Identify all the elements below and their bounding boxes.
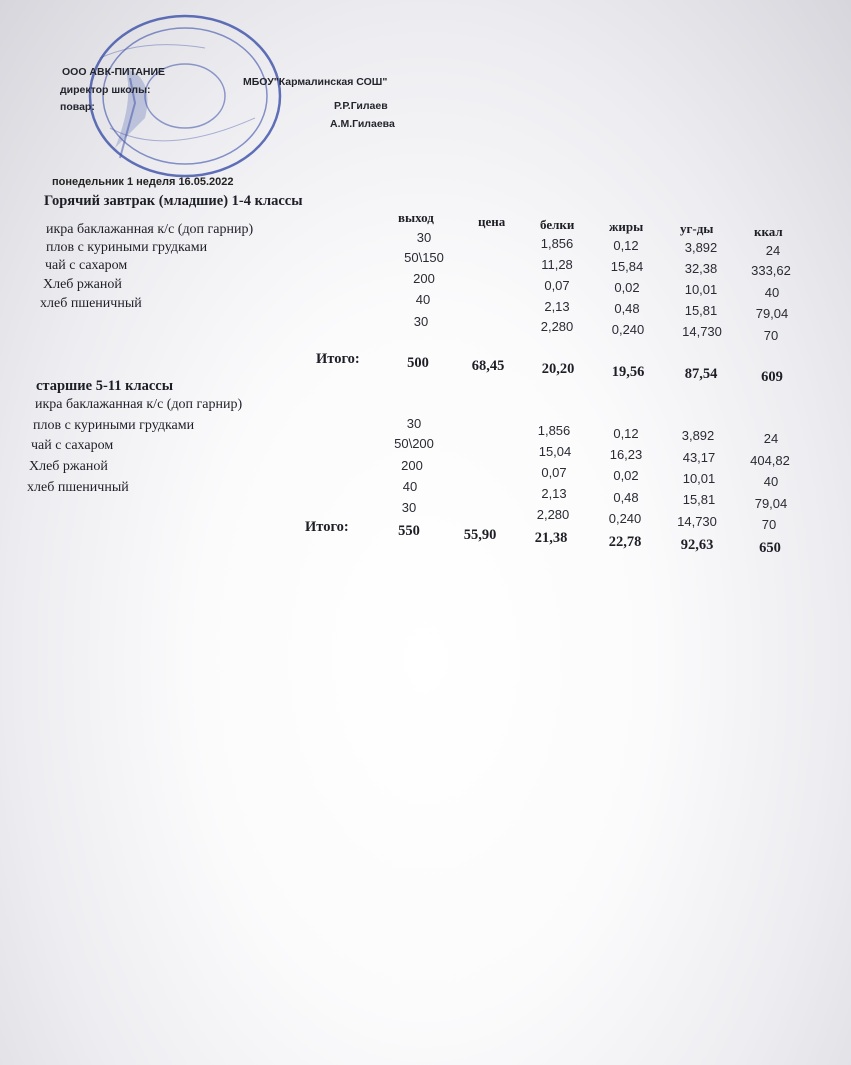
junior-r1-carbs: 3,892: [684, 240, 718, 255]
junior-item-3: чай с сахаром: [45, 258, 128, 273]
junior-r2-output: 50\150: [404, 250, 444, 265]
junior-r5-carbs: 14,730: [682, 324, 722, 339]
junior-r3-output: 200: [413, 271, 435, 286]
senior-r5-protein: 2,280: [536, 507, 570, 522]
junior-r2-fat: 15,84: [610, 259, 644, 274]
junior-r1-output: 30: [416, 230, 432, 245]
senior-r2-kcal: 404,82: [750, 453, 790, 468]
senior-r4-fat: 0,48: [613, 490, 639, 505]
senior-total-label: Итого:: [305, 519, 349, 535]
senior-r2-fat: 16,23: [609, 447, 643, 462]
director-name: Р.Р.Гилаев: [334, 100, 388, 112]
junior-r2-carbs: 32,38: [684, 261, 718, 276]
junior-r3-fat: 0,02: [614, 280, 640, 295]
senior-r5-output: 30: [401, 500, 417, 515]
senior-total-carbs: 92,63: [680, 537, 714, 553]
junior-r2-protein: 11,28: [541, 257, 573, 272]
junior-total-carbs: 87,54: [684, 366, 718, 382]
junior-r5-protein: 2,280: [540, 319, 574, 334]
date-line: понедельник 1 неделя 16.05.2022: [52, 176, 234, 188]
junior-total-label: Итого:: [316, 351, 360, 367]
junior-r3-kcal: 40: [764, 285, 780, 300]
junior-r3-carbs: 10,01: [684, 282, 718, 297]
junior-item-2: плов с куриными грудками: [46, 240, 208, 255]
senior-r4-carbs: 15,81: [682, 492, 716, 507]
senior-r1-kcal: 24: [763, 431, 779, 446]
senior-total-protein: 21,38: [534, 530, 568, 546]
junior-item-5: хлеб пшеничный: [40, 296, 142, 311]
junior-r4-kcal: 79,04: [755, 306, 789, 321]
cook-label: повар:: [60, 101, 95, 113]
senior-r4-output: 40: [402, 479, 418, 494]
senior-total-kcal: 650: [759, 540, 781, 556]
junior-r5-fat: 0,240: [611, 322, 645, 337]
senior-r5-carbs: 14,730: [677, 514, 717, 529]
col-protein: белки: [540, 217, 575, 232]
senior-r3-carbs: 10,01: [682, 471, 716, 486]
col-fat: жиры: [609, 219, 644, 234]
senior-r5-fat: 0,240: [608, 511, 642, 526]
senior-r1-fat: 0,12: [613, 426, 639, 441]
junior-r5-kcal: 70: [763, 328, 779, 343]
senior-total-price: 55,90: [463, 527, 497, 543]
senior-r3-fat: 0,02: [613, 468, 639, 483]
senior-r4-kcal: 79,04: [754, 496, 788, 511]
junior-total-fat: 19,56: [611, 364, 645, 380]
junior-r5-output: 30: [413, 314, 429, 329]
section-title-junior: Горячий завтрак (младшие) 1-4 классы: [44, 193, 303, 209]
senior-r1-protein: 1,856: [537, 423, 571, 438]
junior-r4-output: 40: [415, 292, 431, 307]
junior-r3-protein: 0,07: [544, 278, 570, 293]
junior-total-protein: 20,20: [541, 361, 575, 377]
senior-r2-output: 50\200: [394, 436, 434, 451]
senior-r2-carbs: 43,17: [682, 450, 716, 465]
senior-r3-output: 200: [401, 458, 423, 473]
junior-total-kcal: 609: [761, 369, 783, 385]
senior-total-output: 550: [398, 523, 420, 539]
senior-r4-protein: 2,13: [541, 486, 567, 501]
senior-item-3: чай с сахаром: [31, 438, 114, 453]
junior-item-4: Хлеб ржаной: [43, 277, 122, 292]
school-name: МБОУ"Кармалинская СОШ": [243, 76, 388, 88]
senior-r1-output: 30: [406, 416, 422, 431]
junior-r1-protein: 1,856: [540, 236, 574, 251]
col-carbs: уг-ды: [680, 221, 714, 236]
senior-r2-protein: 15,04: [538, 444, 572, 459]
junior-item-1: икра баклажанная к/с (доп гарнир): [46, 222, 254, 237]
school-seal-stamp: [85, 8, 285, 188]
junior-r4-carbs: 15,81: [684, 303, 718, 318]
junior-total-output: 500: [407, 355, 429, 371]
section-title-senior: старшие 5-11 классы: [36, 378, 174, 394]
cook-name: А.М.Гилаева: [330, 118, 395, 130]
junior-r2-kcal: 333,62: [751, 263, 791, 278]
junior-r4-fat: 0,48: [614, 301, 640, 316]
senior-r5-kcal: 70: [761, 517, 777, 532]
org-line: ООО АВК-ПИТАНИЕ: [62, 66, 166, 78]
senior-r1-carbs: 3,892: [681, 428, 715, 443]
senior-item-5: хлеб пшеничный: [27, 480, 129, 495]
junior-total-price: 68,45: [471, 358, 505, 374]
col-output: выход: [398, 210, 434, 225]
senior-total-fat: 22,78: [608, 534, 642, 550]
senior-item-1: икра баклажанная к/с (доп гарнир): [35, 397, 243, 412]
col-price: цена: [478, 214, 506, 229]
senior-item-2: плов с куриными грудками: [33, 418, 195, 433]
senior-r3-kcal: 40: [763, 474, 779, 489]
junior-r4-protein: 2,13: [544, 299, 570, 314]
senior-r3-protein: 0,07: [541, 465, 567, 480]
junior-r1-fat: 0,12: [613, 238, 639, 253]
senior-item-4: Хлеб ржаной: [29, 459, 108, 474]
col-kcal: ккал: [754, 224, 783, 239]
junior-r1-kcal: 24: [765, 243, 781, 258]
director-label: директор школы:: [60, 84, 151, 96]
